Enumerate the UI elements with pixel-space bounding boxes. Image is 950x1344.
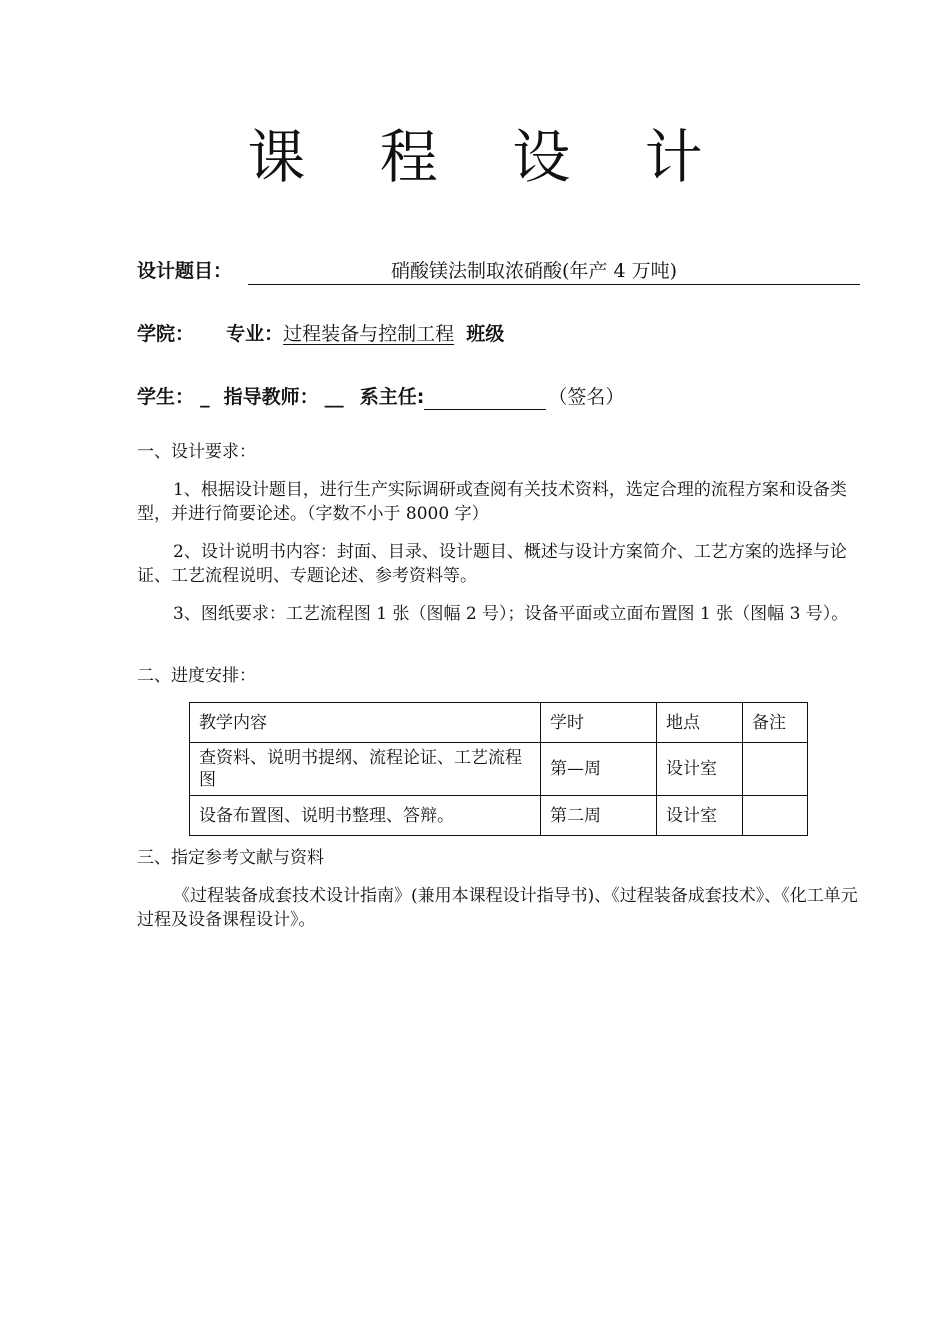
table-cell: 第二周 (541, 796, 657, 836)
table-cell (743, 743, 808, 796)
table-cell: 设计室 (657, 743, 743, 796)
college-label: 学院： (137, 323, 195, 345)
table-cell: 设计室 (657, 796, 743, 836)
table-row (190, 796, 808, 836)
table-header-cell: 地点 (657, 703, 743, 743)
table-header-row (190, 703, 808, 743)
references-text: 《过程装备成套技术设计指南》(兼用本课程设计指导书)、《过程装备成套技术》、《化工单元过程及设备课程设计》。 (137, 886, 858, 930)
table-cell: 第—周 (541, 743, 657, 796)
head-label: 系主任: (359, 386, 425, 408)
requirement-item: 1、根据设计题目，进行生产实际调研或查阅有关技术资料，选定合理的流程方案和设备类型，并进行简要论述。（字数不小于 8000 字） (137, 480, 847, 524)
table-cell (743, 796, 808, 836)
advisor-label: 指导教师： (223, 386, 319, 408)
table-row (190, 743, 808, 796)
student-value: _ (200, 386, 210, 408)
requirement-item: 2、设计说明书内容：封面、目录、设计题目、概述与设计方案简介、工艺方案的选择与论证、工艺流程说明、专题论述、参考资料等。 (137, 542, 847, 586)
advisor-value: __ (324, 386, 344, 408)
college-line (137, 321, 504, 347)
section1-heading: 一、设计要求： (137, 442, 256, 462)
major-label: 专业： (226, 323, 284, 345)
section3-heading: 三、指定参考文献与资料 (137, 848, 324, 868)
schedule-table (189, 702, 808, 836)
section2-heading: 二、进度安排： (137, 666, 256, 686)
head-signature-blank (424, 389, 546, 410)
sign-label: （签名） (548, 386, 625, 408)
topic-label: 设计题目： (137, 260, 233, 282)
table-cell: 设备布置图、说明书整理、答辩。 (190, 796, 541, 836)
table-header-cell: 备注 (743, 703, 808, 743)
major-value: 过程装备与控制工程 (283, 323, 455, 345)
table-header-cell: 学时 (541, 703, 657, 743)
document-title: 课 程 设 计 (247, 123, 731, 191)
requirement-item: 3、图纸要求：工艺流程图 1 张（图幅 2 号）；设备平面或立面布置图 1 张（图幅 3 号）。 (173, 604, 849, 624)
topic-value: 硝酸镁法制取浓硝酸(年产 4 万吨) (391, 260, 677, 282)
class-label: 班级 (466, 323, 505, 345)
student-line (137, 384, 624, 410)
topic-underline (248, 284, 860, 285)
student-label: 学生： (137, 386, 195, 408)
table-cell: 查资料、说明书提纲、流程论证、工艺流程图 (190, 743, 541, 796)
table-header-cell: 教学内容 (190, 703, 541, 743)
